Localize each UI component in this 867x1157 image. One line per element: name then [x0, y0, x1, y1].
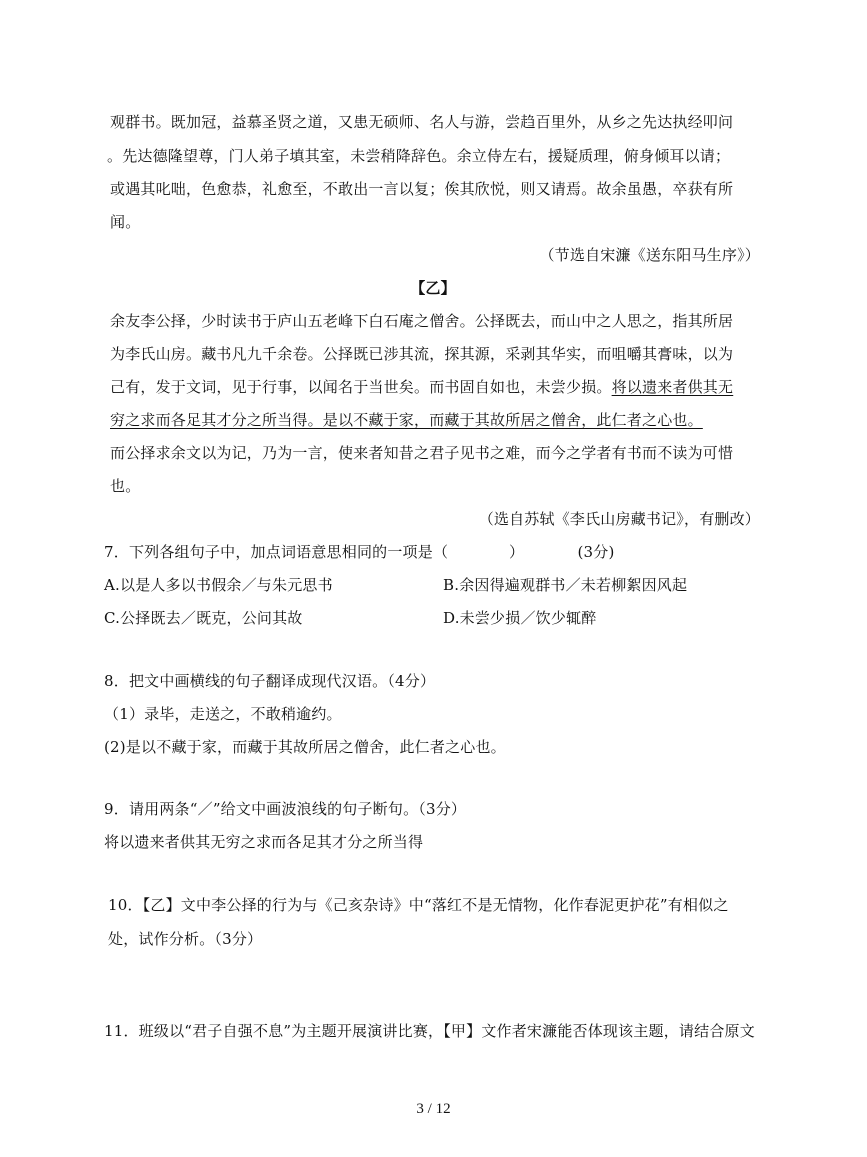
q7-option-a: A.以是人多以书假余／与朱元思书	[104, 576, 333, 594]
q8-item-2: (2)是以不藏于家，而藏于其故所居之僧舍，此仁者之心也。	[104, 738, 506, 756]
passage-yi-line-3-text: 己有，发于文词，见于行事，以闻名于当世矣。而书固自如也，未尝少损。	[110, 378, 612, 396]
q11-line-1: 11．班级以“君子自强不息”为主题开展演讲比赛，【甲】文作者宋濂能否体现该主题，请结合原文	[104, 1022, 755, 1040]
passage-yi-line-5: 而公择求余文以为记，乃为一言，使来者知昔之君子见书之难，而今之学者有书而不读为可惜	[110, 444, 734, 462]
q10-line-2: 处，试作分析。（3分）	[108, 930, 263, 948]
q9-sentence: 将以遗来者供其无穷之求而各足其才分之所当得	[104, 833, 424, 851]
q7-option-b: B.余因得遍观群书／未若柳絮因风起	[443, 576, 688, 594]
passage-jia-line-4: 闻。	[110, 213, 141, 231]
passage-yi-line-6: 也。	[110, 477, 141, 495]
underlined-sentence-part-2: 穷之求而各足其才分之所当得。是以不藏于家，而藏于其故所居之僧舍，此仁者之心也。	[110, 411, 703, 429]
passage-jia-line-3: 或遇其叱咄，色愈恭，礼愈至，不敢出一言以复；俟其欣悦，则又请焉。故余虽愚，卒获有所	[110, 180, 734, 198]
q7-option-c: C.公择既去／既克，公问其故	[104, 609, 303, 627]
passage-jia-line-1: 观群书。既加冠，益慕圣贤之道，又患无硕师、名人与游，尝趋百里外，从乡之先达执经叩问	[110, 113, 734, 131]
q7-stem: 7．下列各组句子中，加点词语意思相同的一项是（ ） (3分)	[104, 543, 615, 561]
source-jia: （节选自宋濂《送东阳马生序》）	[539, 246, 760, 264]
heading-yi: 【乙】	[410, 279, 456, 297]
passage-yi-line-1: 余友李公择，少时读书于庐山五老峰下白石庵之僧舍。公择既去，而山中之人思之，指其所居	[110, 312, 734, 330]
q8-item-1: （1）录毕，走送之，不敢稍逾约。	[104, 705, 342, 723]
q8-stem: 8．把文中画横线的句子翻译成现代汉语。（4分）	[104, 672, 436, 690]
source-yi: （选自苏轼《李氏山房藏书记》，有删改）	[478, 510, 760, 528]
underlined-sentence-part-1: 将以遗来者供其无	[611, 378, 734, 396]
passage-jia-line-2: 。先达德隆望尊，门人弟子填其室，未尝稍降辞色。余立侍左右，援疑质理，俯身倾耳以请；	[107, 147, 731, 165]
page-number: 3 / 12	[416, 1101, 451, 1117]
q7-option-d: D.未尝少损／饮少辄醉	[443, 609, 597, 627]
q10-line-1: 10．【乙】文中李公择的行为与《己亥杂诗》中“落红不是无情物，化作春泥更护花”有相似之	[108, 896, 729, 914]
passage-yi-line-3	[110, 377, 733, 397]
q9-stem: 9．请用两条“／”给文中画波浪线的句子断句。（3分）	[104, 800, 467, 818]
passage-yi-line-2: 为李氏山房。藏书凡九千余卷。公择既已涉其流，探其源，采剥其华实，而咀嚼其膏味，以为	[110, 345, 734, 363]
